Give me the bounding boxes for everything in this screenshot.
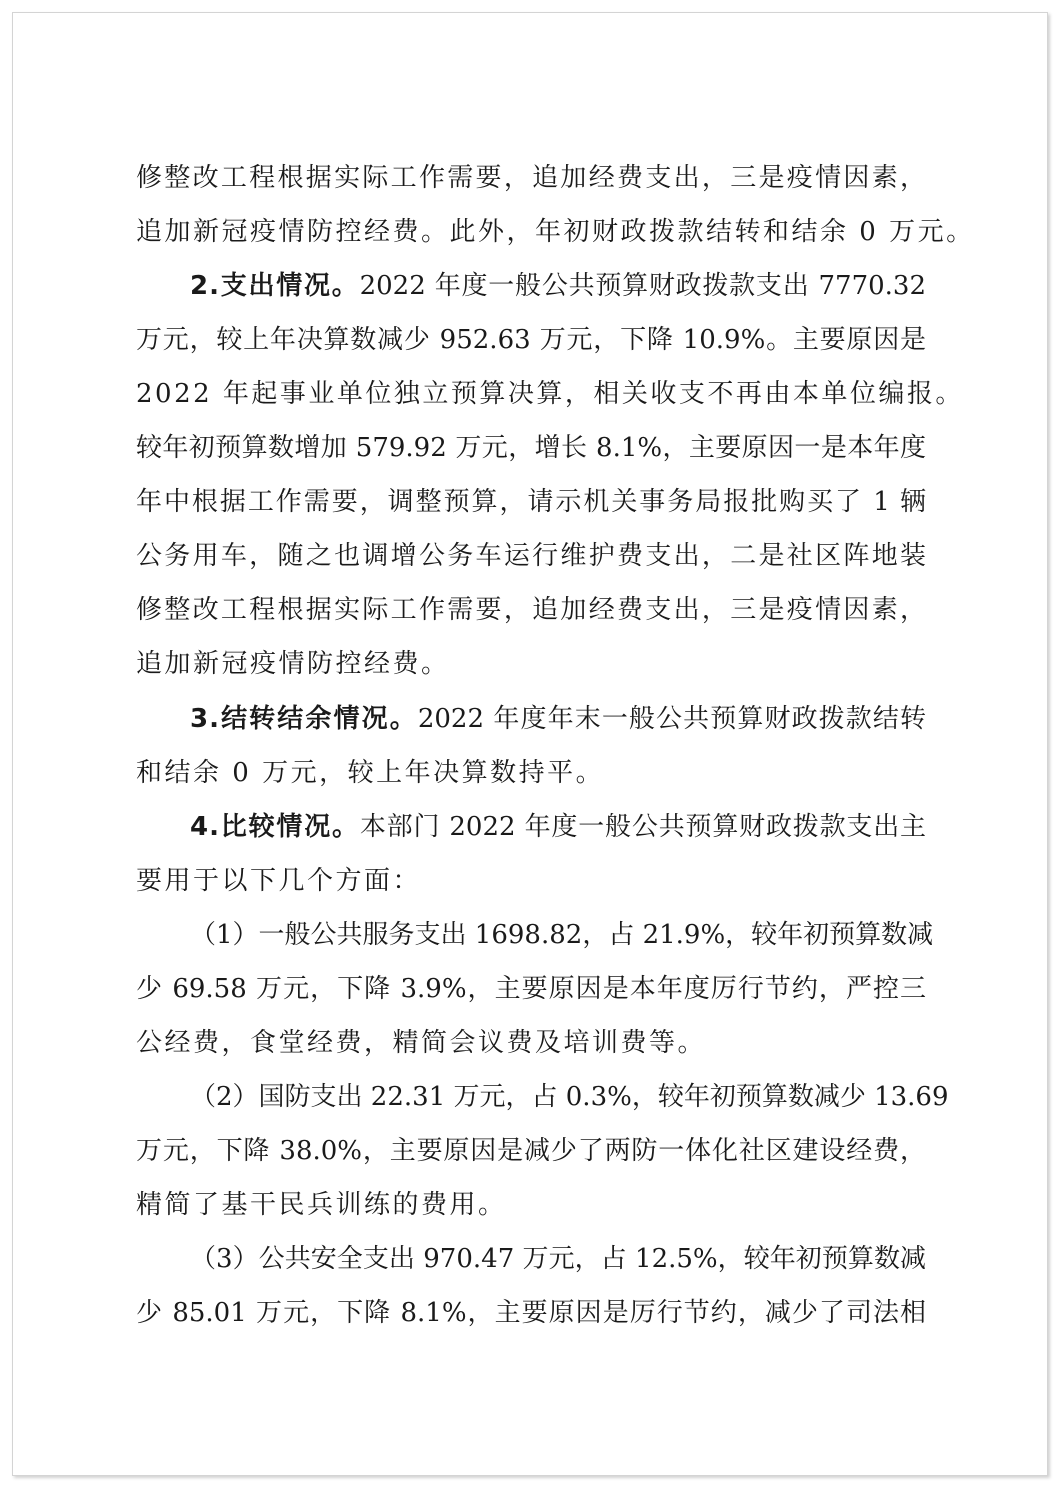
section-heading: 2.支出情况。: [190, 271, 360, 302]
text-line: [136, 583, 926, 637]
text-line: [136, 529, 926, 583]
section-heading: 4.比较情况。: [190, 811, 360, 842]
text-line: [136, 1070, 949, 1124]
section-heading: 3.结转结余情况。: [190, 703, 418, 734]
line-text: 公经费，食堂经费，精简会议费及培训费等。: [136, 1027, 707, 1058]
text-line: [136, 1016, 926, 1070]
text-line: [136, 151, 926, 205]
line-text: 少 85.01 万元，下降 8.1%，主要原因是厉行节约，减少了司法相: [136, 1298, 926, 1329]
line-text: （2）国防支出 22.31 万元，占 0.3%，较年初预算数减少 13.69: [190, 1081, 949, 1112]
line-text: 本部门 2022 年度一般公共预算财政拨款支出主: [359, 811, 927, 842]
line-text: 修整改工程根据实际工作需要，追加经费支出，三是疫情因素，: [136, 595, 926, 626]
line-text: 要用于以下几个方面：: [136, 865, 422, 896]
line-text: 追加新冠疫情防控经费。: [136, 649, 450, 680]
line-text: 精简了基干民兵训练的费用。: [136, 1189, 507, 1220]
text-line: [136, 637, 926, 691]
line-text: 2022 年度一般公共预算财政拨款支出 7770.32: [359, 271, 927, 302]
text-line: [136, 692, 926, 746]
line-text: 年中根据工作需要，调整预算，请示机关事务局报批购买了 1 辆: [136, 487, 926, 518]
line-text: 和结余 0 万元，较上年决算数持平。: [136, 757, 605, 788]
line-text: 修整改工程根据实际工作需要，追加经费支出，三是疫情因素，: [136, 163, 926, 193]
text-line: [136, 475, 926, 529]
line-text: 2022 年度年末一般公共预算财政拨款结转: [417, 703, 927, 734]
text-line: [136, 746, 926, 800]
text-line: [136, 854, 926, 908]
text-line: [136, 1232, 926, 1286]
text-line: [136, 1124, 926, 1178]
text-line: [136, 367, 964, 421]
text-line: [136, 205, 975, 259]
line-text: （3）公共安全支出 970.47 万元，占 12.5%，较年初预算数减: [190, 1244, 926, 1274]
line-text: 2022 年起事业单位独立预算决算，相关收支不再由本单位编报。: [136, 379, 964, 410]
text-line: [136, 421, 926, 475]
text-line: [136, 313, 926, 367]
line-text: 少 69.58 万元，下降 3.9%，主要原因是本年度厉行节约，严控三: [136, 973, 926, 1004]
line-text: 较年初预算数增加 579.92 万元，增长 8.1%，主要原因一是本年度: [136, 433, 926, 464]
line-text: 万元，下降 38.0%，主要原因是减少了两防一体化社区建设经费，: [136, 1135, 926, 1166]
text-line: [136, 1178, 926, 1232]
text-line: [136, 908, 934, 962]
line-text: 公务用车，随之也调增公务车运行维护费支出，二是社区阵地装: [136, 541, 926, 572]
text-line: [136, 962, 926, 1016]
text-line: [136, 259, 926, 313]
line-text: 万元，较上年决算数减少 952.63 万元，下降 10.9%。主要原因是: [136, 325, 926, 356]
text-line: [136, 800, 926, 854]
text-line: [136, 1286, 926, 1340]
line-text: 追加新冠疫情防控经费。此外，年初财政拨款结转和结余 0 万元。: [136, 217, 975, 248]
line-text: （1）一般公共服务支出 1698.82，占 21.9%，较年初预算数减: [190, 919, 934, 950]
